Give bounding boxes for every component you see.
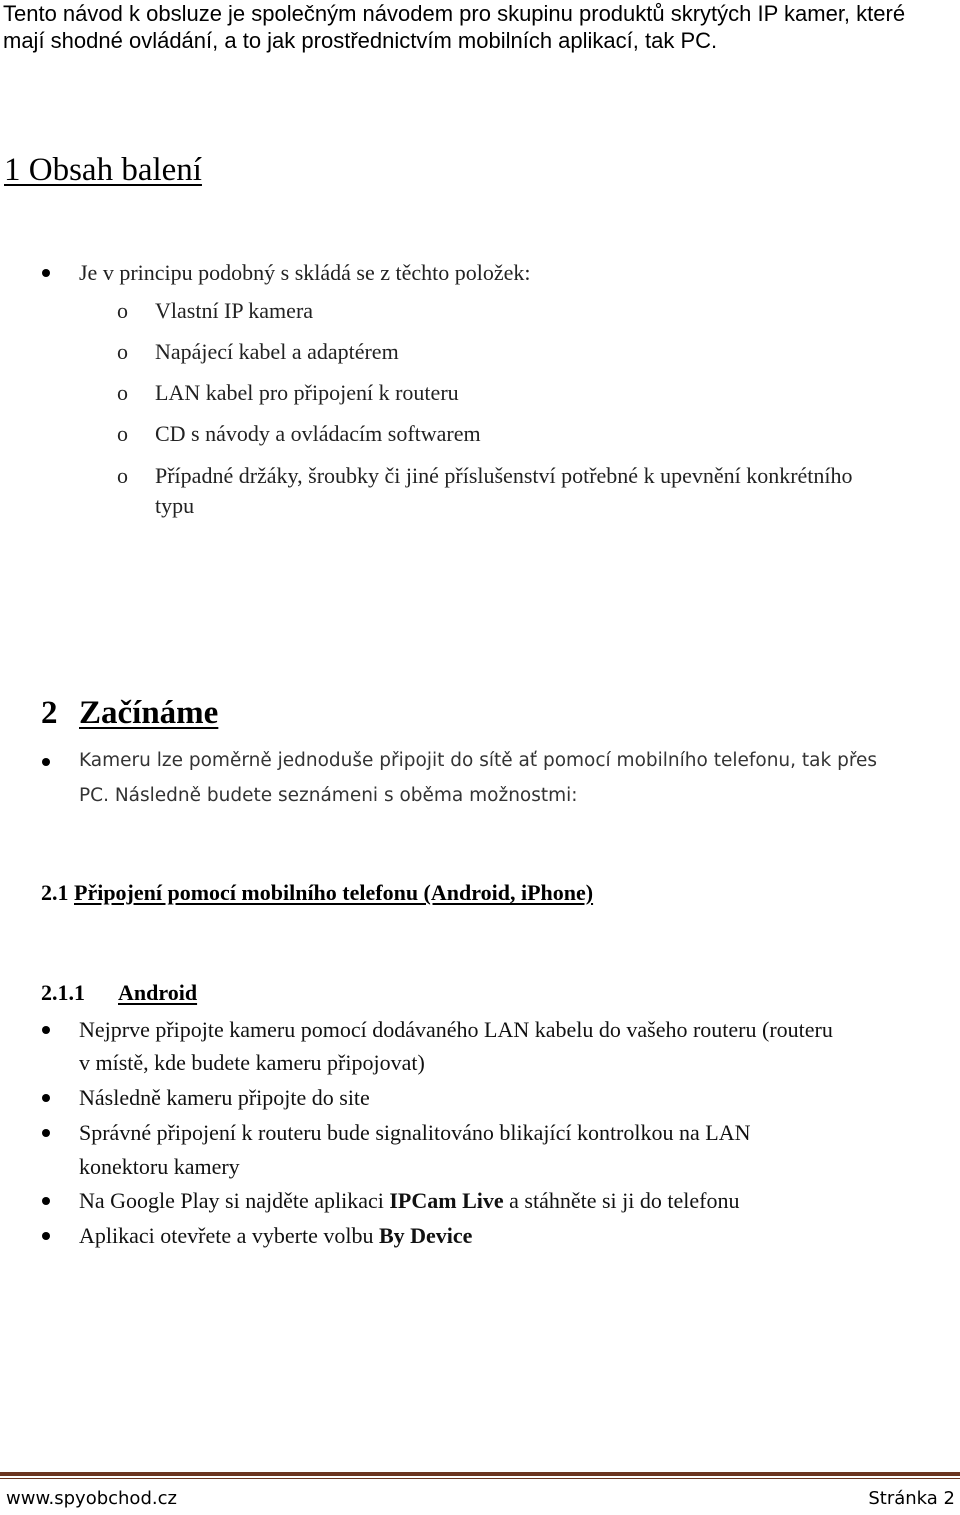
list-item: Vlastní IP kamera xyxy=(155,298,314,323)
list-item: LAN kabel pro připojení k routeru xyxy=(155,380,459,405)
section-2-1-1-title: Android xyxy=(118,980,198,1005)
list-item-text: Na Google Play si najděte aplikaci xyxy=(79,1188,390,1213)
list-item: Případné držáky, šroubky či jiné příslušenství potřebné k upevnění konkrétního xyxy=(155,463,853,488)
footer-rule-thin xyxy=(0,1478,960,1479)
list-item xyxy=(79,1219,472,1252)
section-2-1-1-heading xyxy=(41,978,197,1008)
section-2-bullet-line-2: PC. Následně budete seznámeni s oběma možnostmi: xyxy=(79,785,578,806)
list-item: Nejprve připojte kameru pomocí dodávaného LAN kabelu do vašeho routeru (routeru xyxy=(79,1017,833,1042)
sub-marker-icon: o xyxy=(117,463,128,488)
footer-rule-thick xyxy=(0,1472,960,1476)
footer-website: www.spyobchod.cz xyxy=(6,1488,177,1509)
section-2-number: 2 xyxy=(41,695,58,731)
bullet-icon xyxy=(42,1129,50,1137)
bullet-icon xyxy=(42,269,50,277)
list-item-continuation: konektoru kamery xyxy=(79,1154,240,1179)
section-2-1-heading xyxy=(41,878,593,908)
section-2-bullet-line-1: Kameru lze poměrně jednoduše připojit do sítě ať pomocí mobilního telefonu, tak přes xyxy=(79,750,878,771)
sub-marker-icon: o xyxy=(117,380,128,405)
sub-marker-icon: o xyxy=(117,298,128,323)
list-item: CD s návody a ovládacím softwarem xyxy=(155,421,481,446)
bullet-icon xyxy=(42,1094,50,1102)
footer-page-number: Stránka 2 xyxy=(868,1488,955,1509)
sub-marker-icon: o xyxy=(117,421,128,446)
intro-paragraph xyxy=(3,0,958,54)
intro-line-2: mají shodné ovládání, a to jak prostřednictvím mobilních aplikací, tak PC. xyxy=(3,28,718,53)
bullet-icon xyxy=(42,1197,50,1205)
list-item-text: Aplikaci otevřete a vyberte volbu xyxy=(79,1223,379,1248)
list-item xyxy=(79,1184,739,1217)
section-2-heading xyxy=(41,694,218,732)
section-2-1-number: 2.1 xyxy=(41,880,69,905)
bullet-icon xyxy=(42,758,50,766)
section-2-1-1-number: 2.1.1 xyxy=(41,980,85,1005)
bullet-icon xyxy=(42,1026,50,1034)
section-1-heading: 1 Obsah balení xyxy=(4,152,202,188)
list-item: Napájecí kabel a adaptérem xyxy=(155,339,399,364)
option-by-device: By Device xyxy=(378,1223,473,1248)
list-item-continuation: typu xyxy=(155,493,195,518)
list-item-text: a stáhněte si ji do telefonu xyxy=(503,1188,740,1213)
app-name-ipcam-live: IPCam Live xyxy=(389,1188,504,1213)
intro-line-1: Tento návod k obsluze je společným návodem pro skupinu produktů skrytých IP kamer, které xyxy=(3,1,906,26)
list-item-continuation: v místě, kde budete kameru připojovat) xyxy=(79,1050,425,1075)
section-1-bullet-text: Je v principu podobný s skládá se z těchto položek: xyxy=(79,260,531,285)
section-2-title: Začínáme xyxy=(79,695,219,731)
section-2-1-title: Připojení pomocí mobilního telefonu (Android, iPhone) xyxy=(74,880,594,905)
list-item: Následně kameru připojte do site xyxy=(79,1085,370,1110)
list-item: Správné připojení k routeru bude signalitováno blikající kontrolkou na LAN xyxy=(79,1120,751,1145)
bullet-icon xyxy=(42,1232,50,1240)
sub-marker-icon: o xyxy=(117,339,128,364)
